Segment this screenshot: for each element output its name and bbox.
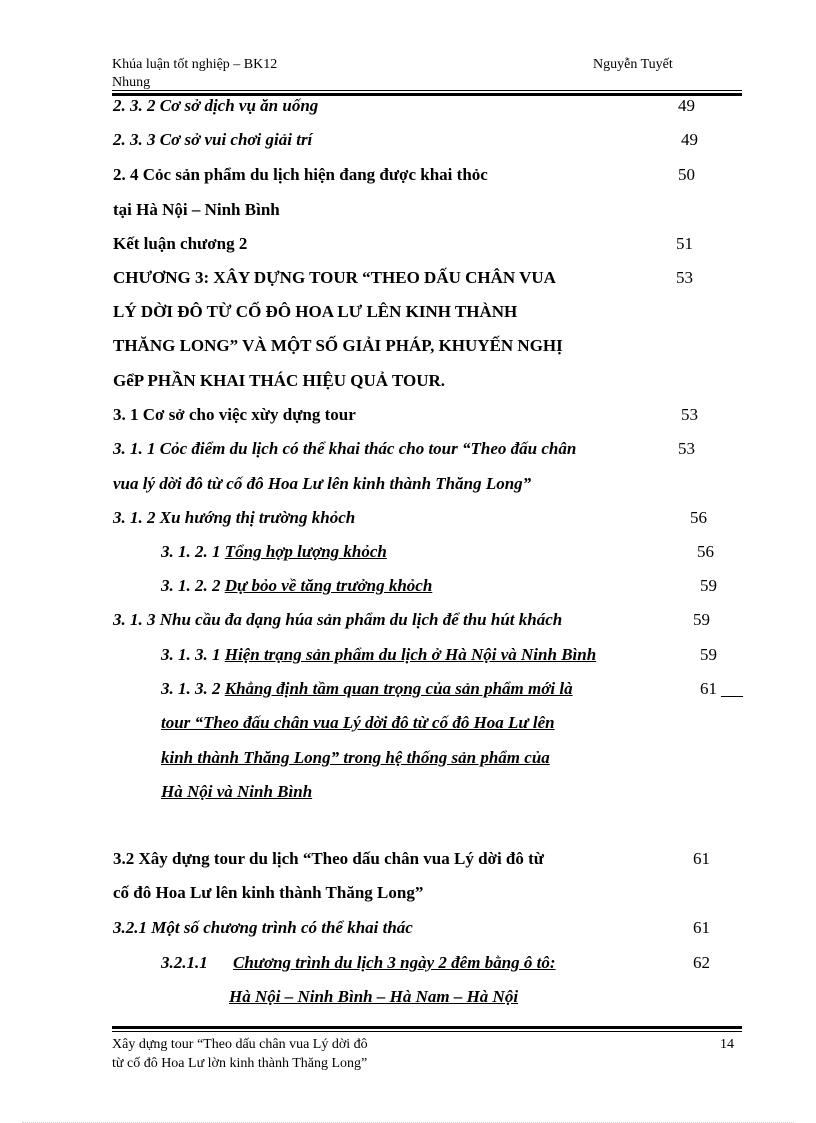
toc-line: vua lý dời đô từ cố đô Hoa Lư lên kinh thành Thăng Long” — [113, 474, 532, 493]
header-right: Nguyễn Tuyết — [593, 57, 673, 72]
toc-page: 51 — [676, 234, 693, 253]
toc-line — [229, 986, 518, 1008]
toc-page: 61 — [700, 679, 717, 698]
toc-page: 53 — [676, 268, 693, 287]
toc-line: 3. 1. 2 Xu hướng thị trường khỏch — [113, 508, 356, 527]
toc-line: 2. 3. 2 Cơ sở dịch vụ ăn uống — [113, 96, 319, 115]
toc-link[interactable]: Chương trình du lịch 3 ngày 2 đêm bằng ô tô: — [233, 953, 556, 972]
toc-prefix: 3. 1. 2. 1 — [161, 542, 225, 561]
toc-page: 50 — [678, 165, 695, 184]
toc-line: LÝ DỜI ĐÔ TỪ CỐ ĐÔ HOA LƯ LÊN KINH THÀNH — [113, 302, 518, 321]
toc-page: 59 — [700, 576, 717, 595]
toc-prefix: 3. 1. 2. 2 — [161, 576, 225, 595]
toc-link[interactable]: Hà Nội – Ninh Bình – Hà Nam – Hà Nội — [229, 987, 519, 1006]
footer-line2: từ cố đô Hoa Lư lờn kinh thành Thăng Long” — [112, 1056, 368, 1071]
page-number: 14 — [720, 1037, 734, 1052]
toc-line: 3.2.1 Một số chương trình có thể khai thác — [113, 918, 413, 937]
footer-line1: Xây dựng tour “Theo dấu chân vua Lý dời đô — [112, 1037, 368, 1052]
toc-link[interactable]: kinh thành Thăng Long” trong hệ thống sản phẩm của — [161, 748, 550, 767]
toc-prefix: 3. 1. 3. 1 — [161, 645, 225, 664]
toc-line: THĂNG LONG” VÀ MỘT SỐ GIẢI PHÁP, KHUYẾN NGHỊ — [113, 336, 563, 355]
toc-page: 49 — [678, 96, 695, 115]
toc-line — [161, 712, 555, 734]
toc-link[interactable]: Tổng hợp lượng khỏch — [224, 542, 387, 561]
toc-line: 3. 1 Cơ sở cho việc xừy dựng tour — [113, 405, 356, 424]
leader-line — [721, 696, 743, 697]
toc-line: 3.2 Xây dựng tour du lịch “Theo dấu chân vua Lý dời đô từ — [113, 849, 545, 868]
toc-line — [161, 781, 312, 803]
toc-link[interactable]: Hà Nội và Ninh Bình — [161, 782, 313, 801]
toc-link[interactable]: Dự bỏo về tăng trưởng khỏch — [224, 576, 433, 595]
toc-line: CHƯƠNG 3: XÂY DỰNG TOUR “THEO DẤU CHÂN VUA — [113, 268, 556, 287]
toc-line: tại Hà Nội – Ninh Bình — [113, 200, 280, 219]
footer-rule — [112, 1026, 742, 1032]
toc-line: Kết luận chương 2 — [113, 234, 248, 253]
toc-line: GểP PHẦN KHAI THÁC HIỆU QUẢ TOUR. — [113, 371, 446, 390]
toc-line: 2. 3. 3 Cơ sở vui chơi giải trí — [113, 130, 313, 149]
toc-page: 53 — [681, 405, 698, 424]
toc-page: 49 — [681, 130, 698, 149]
header-left-line2: Nhung — [112, 75, 151, 90]
toc-page: 62 — [693, 953, 710, 972]
toc-line — [233, 952, 556, 974]
toc-page: 56 — [697, 542, 714, 561]
toc-line: 3.2.1.1 — [161, 953, 208, 972]
toc-line: cố đô Hoa Lư lên kinh thành Thăng Long” — [113, 883, 424, 902]
toc-page: 61 — [693, 918, 710, 937]
toc-line — [161, 678, 573, 700]
toc-page: 59 — [693, 610, 710, 629]
toc-line — [161, 747, 550, 769]
toc-page: 53 — [678, 439, 695, 458]
toc-link[interactable]: tour “Theo đấu chân vua Lý dời đô từ cố đô Hoa Lư lên — [161, 713, 555, 732]
header-left-line1: Khúa luận tốt nghiệp – BK12 — [112, 57, 278, 72]
toc-line — [161, 575, 432, 597]
toc-page: 61 — [693, 849, 710, 868]
toc-page: 56 — [690, 508, 707, 527]
toc-page: 59 — [700, 645, 717, 664]
toc-prefix: 3. 1. 3. 2 — [161, 679, 225, 698]
toc-link[interactable]: Hiện trạng sản phẩm du lịch ở Hà Nội và Ninh Bình — [224, 645, 597, 664]
toc-line — [161, 644, 596, 666]
toc-line — [161, 541, 387, 563]
toc-line: 3. 1. 1 Cỏc điểm du lịch có thể khai thác cho tour “Theo đấu chân — [113, 439, 577, 458]
toc-line: 3. 1. 3 Nhu cầu đa dạng húa sản phẩm du lịch để thu hút khách — [113, 610, 563, 629]
toc-link[interactable]: Khẳng định tầm quan trọng của sản phẩm mới là — [224, 679, 573, 698]
toc-line: 2. 4 Cỏc sản phẩm du lịch hiện đang được khai thỏc — [113, 165, 488, 184]
